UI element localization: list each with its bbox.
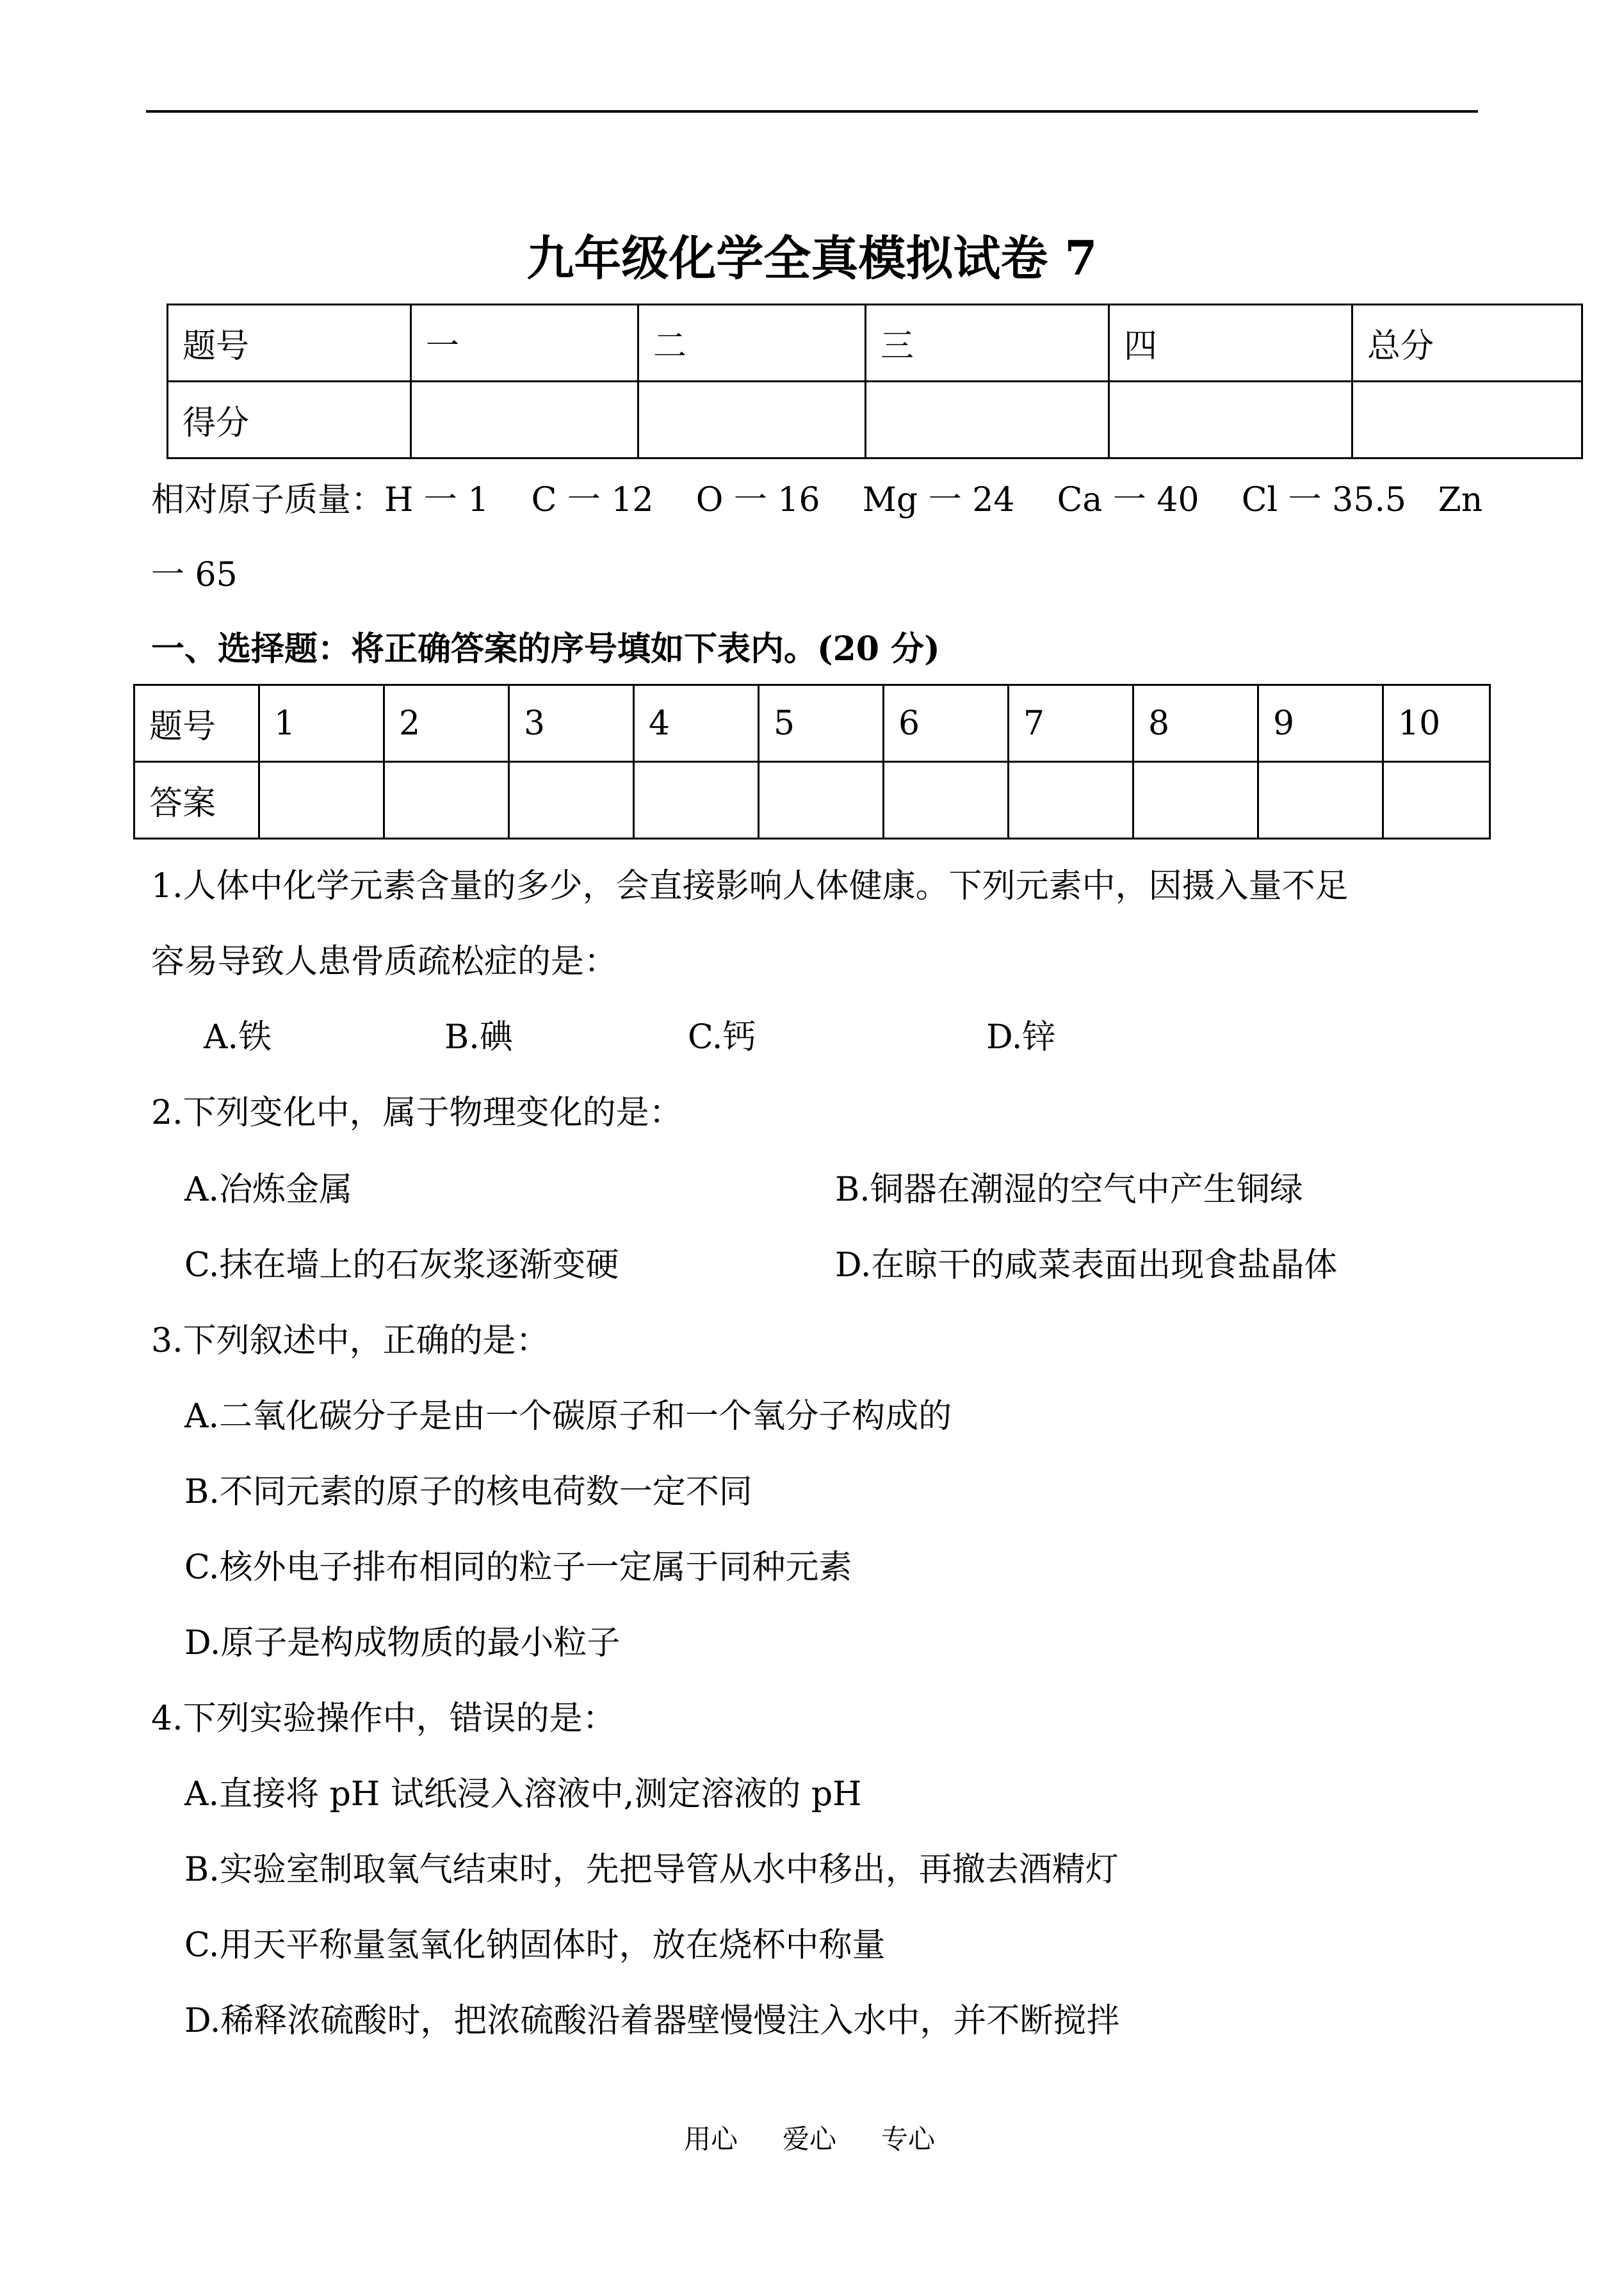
question-3-option-c: C.核外电子排布相同的粒子一定属于同种元素 [184,1548,852,1587]
table-cell: 四 [1109,305,1352,382]
question-1-option-c: C.钙 [688,1018,756,1057]
answer-input-cell[interactable] [884,762,1009,839]
question-2-option-a: A.冶炼金属 [184,1171,353,1209]
answer-input-cell[interactable] [259,762,384,839]
question-4-option-b: B.实验室制取氧气结束时，先把导管从水中移出，再撤去酒精灯 [184,1851,1119,1889]
table-cell: 二 [638,305,866,382]
table-row [134,685,1490,762]
footer-text-1: 用心 [684,2123,738,2155]
question-1-stem-line-2: 容易导致人患骨质疏松症的是： [151,943,618,981]
atomic-mass-line-1: 相对原子质量：H 一 1 C 一 12 O 一 16 Mg 一 24 Ca 一 40 Cl 一 35.5 Zn [151,481,1483,519]
question-2-stem: 2.下列变化中，属于物理变化的是： [151,1094,683,1132]
table-cell: 4 [634,685,759,762]
question-2-option-b: B.铜器在潮湿的空气中产生铜绿 [835,1171,1303,1209]
question-3-option-b: B.不同元素的原子的核电荷数一定不同 [184,1473,752,1511]
table-cell: 一 [411,305,638,382]
table-cell: 得分 [168,382,411,458]
table-cell: 题号 [168,305,411,382]
question-4-option-c: C.用天平称量氢氧化钠固体时，放在烧杯中称量 [184,1926,886,1965]
section-1-heading: 一、选择题：将正确答案的序号填如下表内。(20 分) [151,629,940,669]
question-4-option-d: D.稀释浓硫酸时，把浓硫酸沿着器壁慢慢注入水中，并不断搅拌 [184,2002,1120,2040]
question-4-stem: 4.下列实验操作中，错误的是： [151,1699,616,1738]
score-table [166,304,1583,459]
question-1-option-b: B.碘 [444,1018,513,1057]
answer-input-cell[interactable] [1009,762,1133,839]
answer-input-cell[interactable] [509,762,634,839]
table-cell: 2 [384,685,509,762]
score-input-cell[interactable] [866,382,1109,458]
answer-input-cell[interactable] [759,762,884,839]
question-1-option-a: A.铁 [204,1018,272,1057]
table-cell: 7 [1009,685,1133,762]
answer-input-cell[interactable] [384,762,509,839]
question-4-option-a: A.直接将 pH 试纸浸入溶液中,测定溶液的 pH [184,1775,862,1813]
question-2-option-c: C.抹在墙上的石灰浆逐渐变硬 [184,1246,619,1285]
table-cell: 三 [866,305,1109,382]
table-cell: 答案 [134,762,259,839]
question-2-option-d: D.在晾干的咸菜表面出现食盐晶体 [835,1246,1338,1285]
table-cell: 题号 [134,685,259,762]
table-cell: 1 [259,685,384,762]
footer-text-2: 爱心 [783,2123,837,2155]
score-input-cell[interactable] [411,382,638,458]
atomic-mass-line-2: 一 65 [151,556,238,594]
table-row [168,305,1582,382]
question-1-option-d: D.锌 [986,1018,1056,1057]
page-title: 九年级化学全真模拟试卷 7 [526,231,1098,286]
table-row [168,382,1582,458]
table-row [134,762,1490,839]
table-cell: 9 [1258,685,1383,762]
question-3-option-a: A.二氧化碳分子是由一个碳原子和一个氧分子构成的 [184,1397,952,1436]
answer-input-cell[interactable] [1383,762,1490,839]
table-cell: 5 [759,685,884,762]
question-3-stem: 3.下列叙述中，正确的是： [151,1322,549,1360]
table-cell: 8 [1133,685,1258,762]
question-1-stem-line-1: 1.人体中化学元素含量的多少，会直接影响人体健康。下列元素中，因摄入量不足 [151,867,1349,905]
answer-input-cell[interactable] [1258,762,1383,839]
header-rule [146,110,1478,113]
answer-input-cell[interactable] [634,762,759,839]
score-input-cell[interactable] [1109,382,1352,458]
score-input-cell[interactable] [638,382,866,458]
question-3-option-d: D.原子是构成物质的最小粒子 [184,1624,621,1662]
table-cell: 10 [1383,685,1490,762]
footer-text-3: 专心 [881,2123,936,2155]
score-input-cell[interactable] [1352,382,1582,458]
table-cell: 总分 [1352,305,1582,382]
answer-table [133,684,1491,839]
table-cell: 3 [509,685,634,762]
table-cell: 6 [884,685,1009,762]
answer-input-cell[interactable] [1133,762,1258,839]
